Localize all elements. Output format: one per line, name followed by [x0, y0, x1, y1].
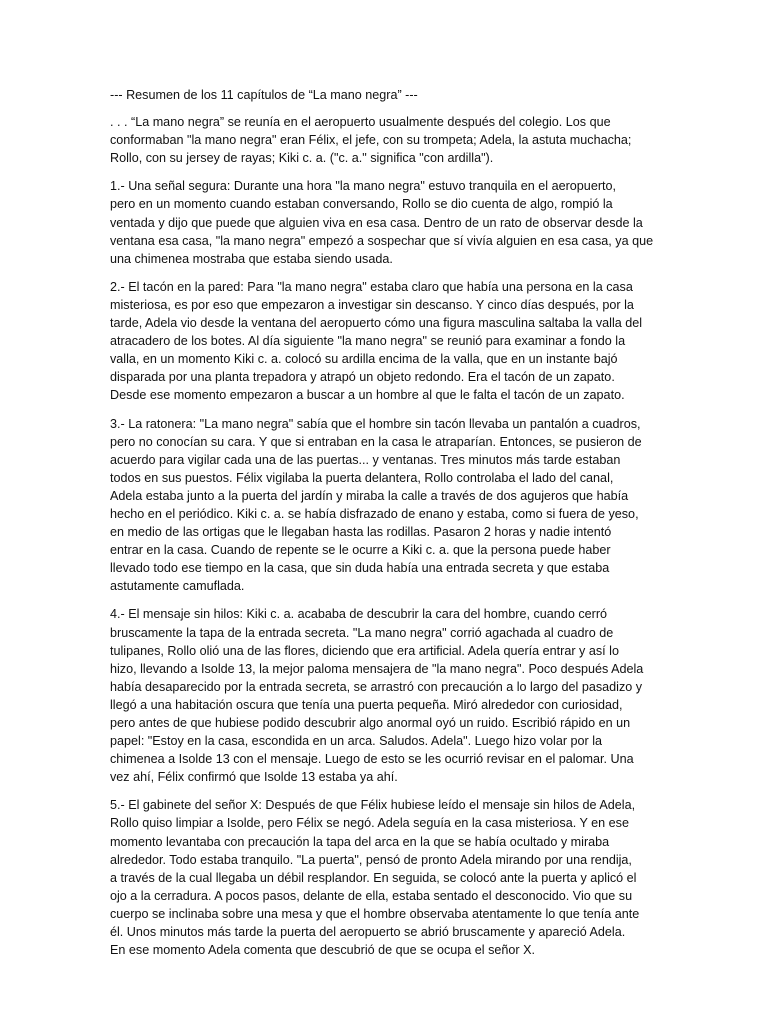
paragraph-chapter-5: 5.- El gabinete del señor X: Después de que Félix hubiese leído el mensaje sin hilos de Adela, Rollo quiso limpiar a Isolde, pero Félix se negó. Adela seguía en la casa misteriosa. Y en ese momento levantaba con precaución la tapa del arca en la que se había ocultado y miraba alrededor. Todo estaba tranquilo. "La puerta", pensó de pronto Adela mirando por una rendija, a través de la cual llegaba un débil resplandor. En seguida, se colocó ante la puerta y aplicó el ojo a la cerradura. A pocos pasos, delante de ella, estaba sentado el desconocido. Vio que su cuerpo se inclinaba sobre una mesa y que el hombre observaba atentamente lo que tenía ante él. Unos minutos más tarde la puerta del aeropuerto se abrió bruscamente y apareció Adela. En ese momento Adela comenta que descubrió de que se ocupa el señor X. — [110, 798, 640, 958]
paragraph-chapter-3: 3.- La ratonera: "La mano negra" sabía que el hombre sin tacón llevaba un pantalón a cuadros, pero no conocían su cara. Y que si entraban en la casa le atraparían. Entonces, se pusieron de acuerdo para vigilar cada una de las puertas... y ventanas. Tres minutos más tarde estaban todos en sus puestos. Félix vigilaba la puerta delantera, Rollo controlaba el lado del canal, Adela estaba junto a la puerta del jardín y miraba la calle a través de dos agujeros que había hecho en el periódico. Kiki c. a. se había disfrazado de enano y estaba, como si fuera de yeso, en medio de las ortigas que le llegaban hasta las rodillas. Pasaron 2 horas y nadie intentó entrar en la casa. Cuando de repente se le ocurre a Kiki c. a. que la persona puede haber llevado todo ese tiempo en la casa, que sin duda había una entrada secreta y que estaba astutamente camuflada. — [110, 416, 642, 594]
paragraph-chapter-1: 1.- Una señal segura: Durante una hora "la mano negra" estuvo tranquila en el aeropuerto, pero en un momento cuando estaban conversando, Rollo se dio cuenta de algo, rompió la ventada y dijo que puede que alguien viva en esa casa. Dentro de un rato de observar desde la ventana esa casa, "la mano negra" empezó a sospechar que sí vivía alguien en esa casa, ya que una chimenea mostraba que estaba siendo usada. — [110, 179, 654, 266]
paragraph-intro: . . . “La mano negra” se reunía en el aeropuerto usualmente después del colegio. Los que conformaban "la mano negra" eran Félix, el jefe, con su trompeta; Adela, la astuta muchacha; Rollo, con su jersey de rayas; Kiki c. a. ("c. a." significa "con ardilla"). — [110, 115, 632, 166]
document-title: --- Resumen de los 11 capítulos de “La mano negra” --- — [110, 88, 418, 102]
paragraph-chapter-4: 4.- El mensaje sin hilos: Kiki c. a. acababa de descubrir la cara del hombre, cuando cerró bruscamente la tapa de la entrada secreta. "La mano negra" corrió agachada al cuadro de tulipanes, Rollo olió una de las flores, diciendo que era artificial. Adela quería entrar y así lo hizo, llevando a Isolde 13, la mejor paloma mensajera de "la mano negra". Poco después Adela había desaparecido por la entrada secreta, se arrastró con precaución a lo largo del pasadizo y llegó a una habitación oscura que tenía una puerta pequeña. Miró alrededor con curiosidad, pero antes de que hubiese podido descubrir algo anormal oyó un ruido. Escribió rápido en un papel: "Estoy en la casa, escondida en un arca. Saludos. Adela". Luego hizo volar por la chimenea a Isolde 13 con el mensaje. Luego de esto se les ocurrió revisar en el palomar. Una vez ahí, Félix confirmó que Isolde 13 estaba ya ahí. — [110, 607, 644, 785]
paragraph-chapter-2: 2.- El tacón en la pared: Para "la mano negra" estaba claro que había una persona en la casa misteriosa, es por eso que empezaron a investigar sin descanso. Y cinco días después, por la tarde, Adela vio desde la ventana del aeropuerto cómo una figura masculina saltaba la valla del atracadero de los botes. Al día siguiente "la mano negra" se reunió para examinar a fondo la valla, en un momento Kiki c. a. colocó su ardilla encima de la valla, que en un instante bajó disparada por una planta trepadora y atrapó un objeto redondo. Era el tacón de un zapato. Desde ese momento empezaron a buscar a un hombre al que le falta el tacón de un zapato. — [110, 279, 643, 403]
